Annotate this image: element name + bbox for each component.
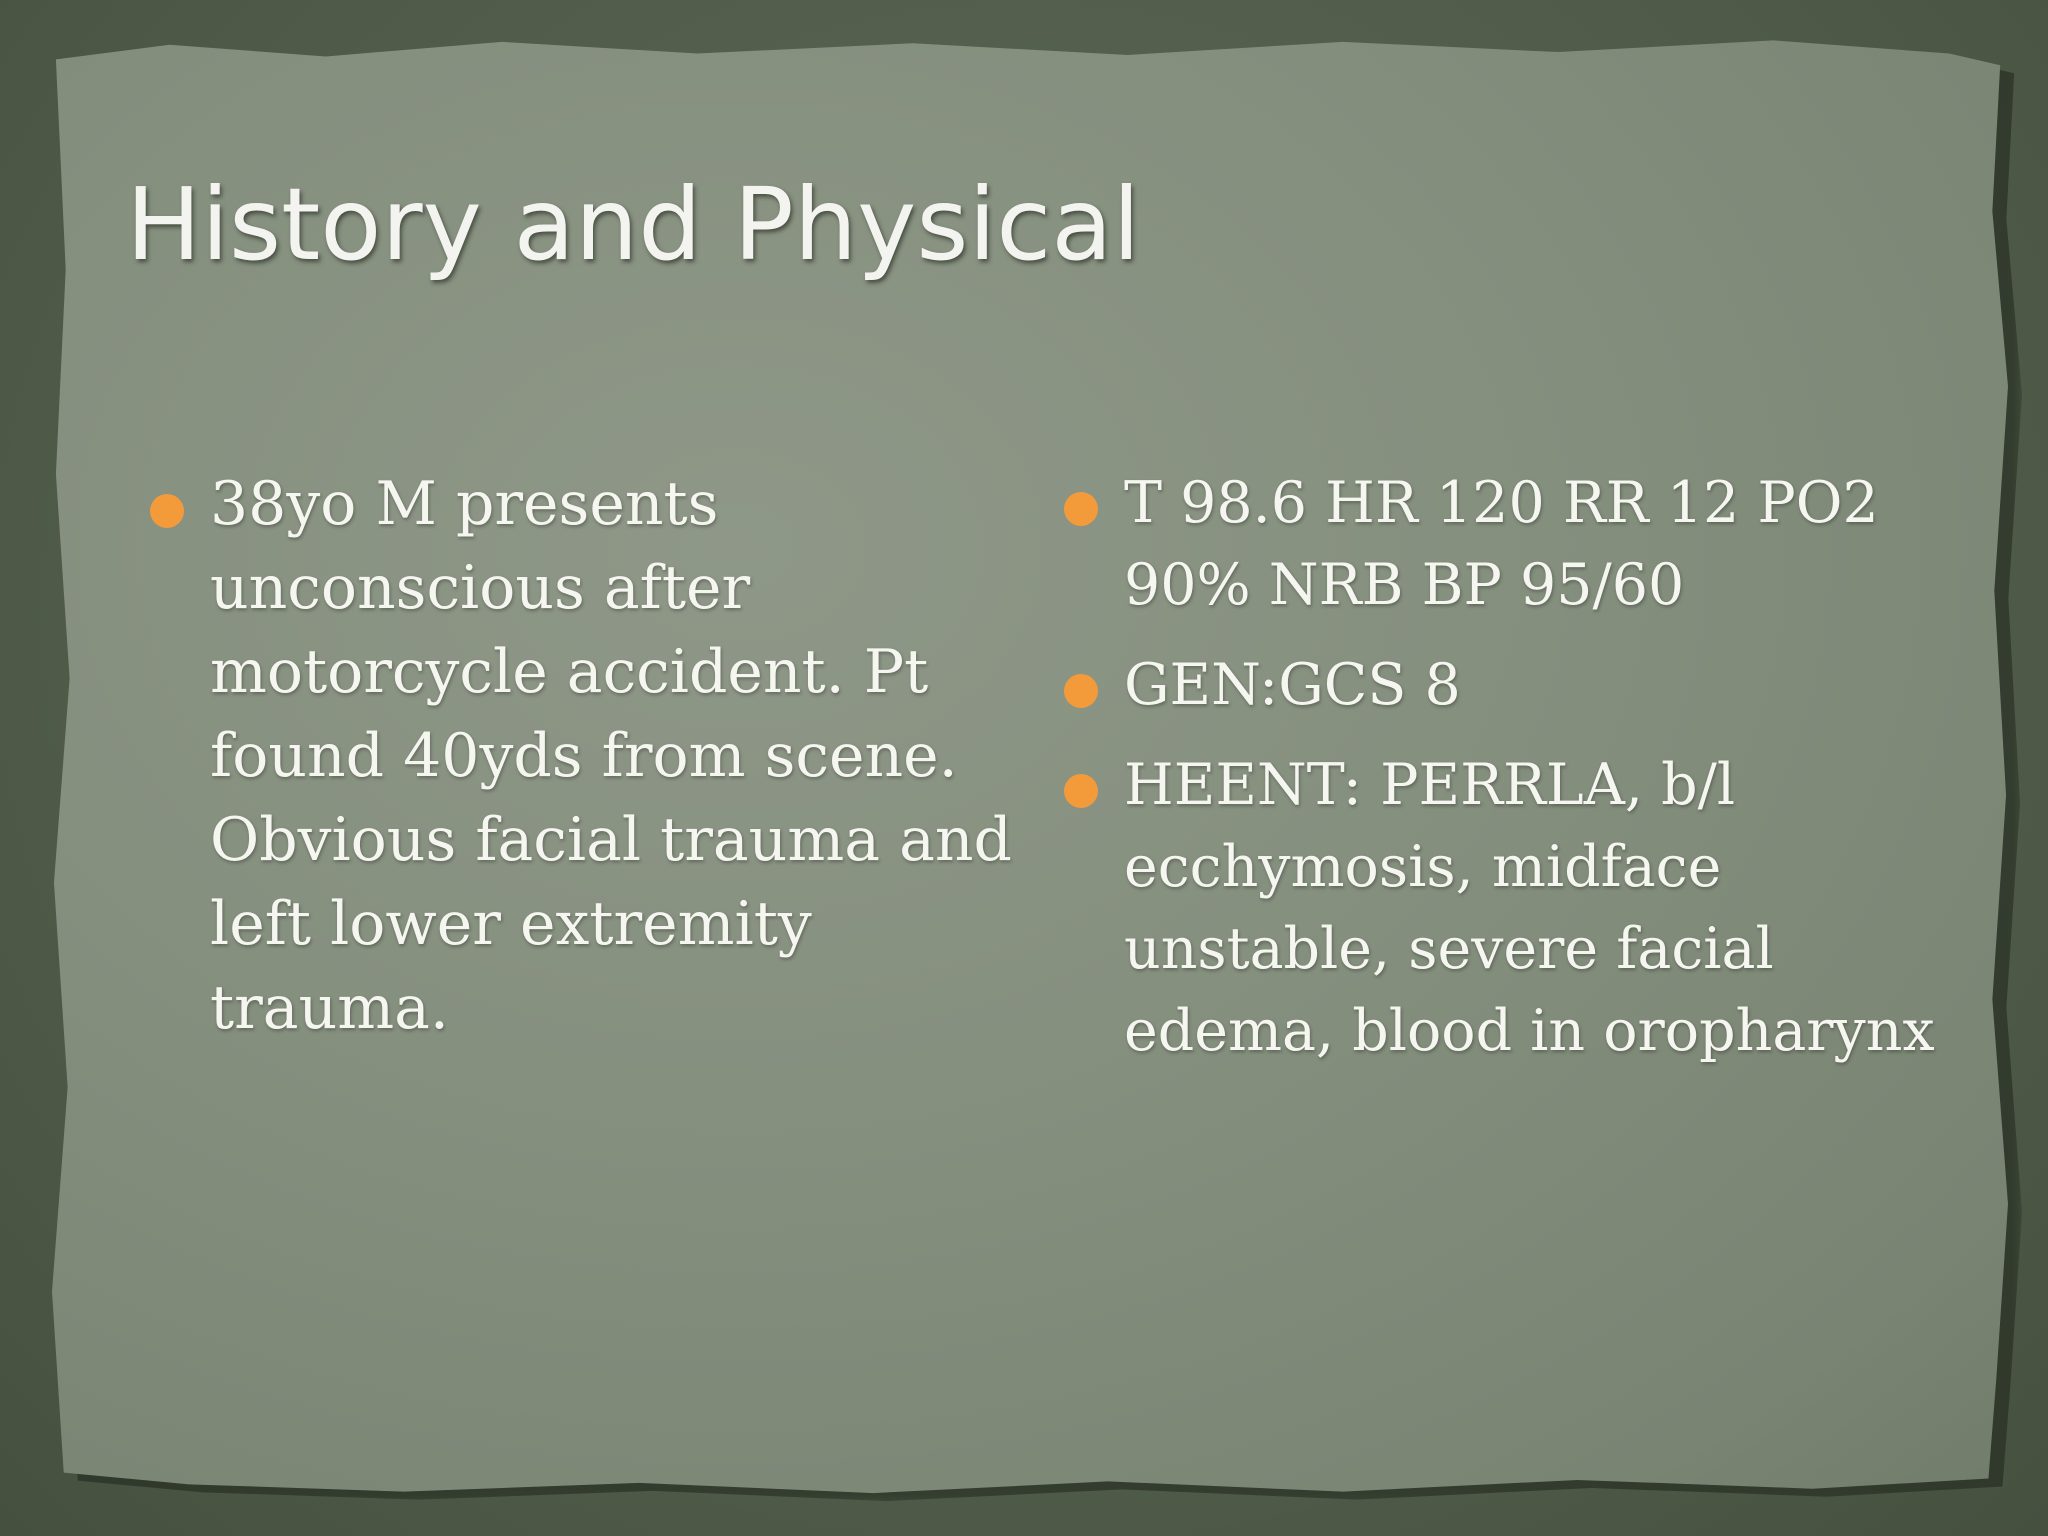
bullet-text: GEN:GCS 8 bbox=[1124, 652, 1461, 718]
list-item bbox=[1064, 644, 1964, 726]
list-item bbox=[150, 462, 1020, 1050]
list-item bbox=[1064, 462, 1964, 626]
list-item bbox=[1064, 744, 1964, 1072]
bullet-dot-icon bbox=[1064, 774, 1098, 808]
right-bullet-list bbox=[1064, 462, 1964, 1072]
left-bullet-list bbox=[150, 462, 1020, 1050]
left-content-column bbox=[150, 462, 1020, 1062]
right-content-column bbox=[1064, 462, 1964, 1090]
bullet-text: HEENT: PERRLA, b/l ecchymosis, midface unstable, severe facial edema, blood in oropharynx bbox=[1124, 752, 1935, 1064]
slide-title: History and Physical bbox=[126, 166, 1141, 283]
bullet-dot-icon bbox=[1064, 674, 1098, 708]
bullet-dot-icon bbox=[150, 494, 184, 528]
bullet-text: T 98.6 HR 120 RR 12 PO2 90% NRB BP 95/60 bbox=[1124, 470, 1879, 618]
bullet-text: 38yo M presents unconscious after motorcycle accident. Pt found 40yds from scene. Obvious facial trauma and left lower extremity trauma. bbox=[210, 469, 1012, 1043]
bullet-dot-icon bbox=[1064, 492, 1098, 526]
